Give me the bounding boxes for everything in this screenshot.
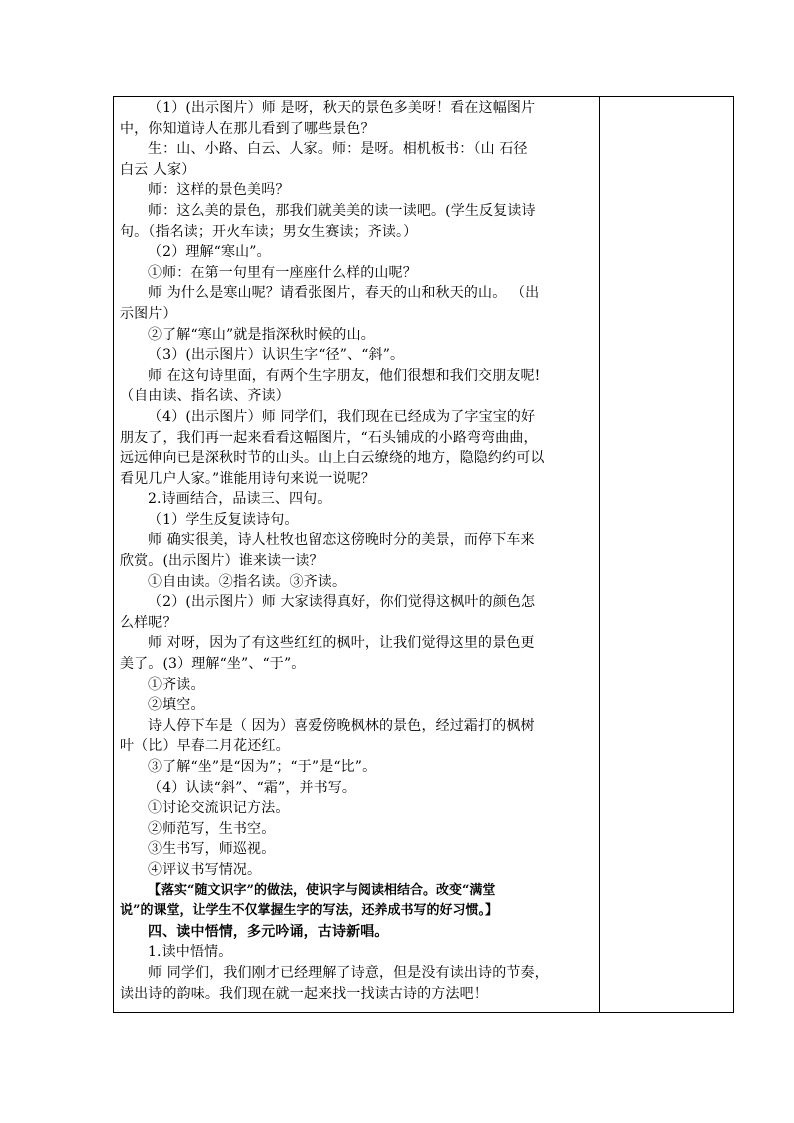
text-line: 师 在这句诗里面，有两个生字朋友，他们很想和我们交朋友呢!: [148, 367, 541, 384]
text-line: ①讨论交流识记方法。: [148, 800, 290, 817]
text-line: 读出诗的韵味。我们现在就一起来找一找读古诗的方法吧！: [120, 985, 488, 1002]
text-line: 师：这么美的景色，那我们就美美的读一读吧。(学生反复读诗: [148, 202, 536, 219]
text-line: 示图片）: [120, 305, 177, 322]
text-line: 1.读中悟情。: [148, 944, 233, 961]
text-line: ①齐读。: [148, 676, 205, 693]
text-line: ②师范写，生书空。: [148, 820, 276, 837]
text-line: 看见几户人家。”谁能用诗句来说一说呢？: [120, 470, 376, 487]
text-line: 远远伸向已是深秋时节的山头。山上白云缭绕的地方，隐隐约约可以: [120, 450, 545, 467]
text-line: （自由读、指名读、齐读）: [120, 388, 290, 405]
text-line: 2.诗画结合，品读三、四句。: [148, 491, 332, 508]
section-heading: 四、读中悟情，多元吟诵，古诗新唱。: [148, 923, 389, 940]
text-line: 叶（比）早春二月花还红。: [120, 738, 290, 755]
annotation-line: 【落实“随文识字”的做法，使识字与阅读相结合。改变“满堂: [148, 882, 496, 898]
text-line: 师：这样的景色美吗？: [148, 182, 290, 199]
notes-cell: [600, 97, 733, 1012]
text-line: 么样呢？: [120, 614, 177, 631]
text-line: 美了。(3）理解“坐”、“于”。: [120, 656, 306, 673]
text-line: （4）认读“斜”、“霜”，并书写。: [148, 779, 357, 796]
lesson-content-cell: [120, 98, 594, 1004]
text-line: 句。（指名读；开火车读；男女生赛读；齐读。）: [120, 223, 418, 240]
text-line: 白云 人家）: [120, 161, 196, 178]
text-line: 诗人停下车是（ 因为）喜爱傍晚枫林的景色，经过霜打的枫树: [148, 717, 535, 734]
text-line: 中，你知道诗人在那儿看到了哪些景色？: [120, 120, 375, 137]
text-line: （3）(出示图片）认识生字“径”、“斜”。: [148, 347, 405, 364]
text-line: （1）(出示图片）师 是呀，秋天的景色多美呀！看在这幅图片: [148, 100, 536, 116]
text-line: 师 对呀，因为了有这些红红的枫叶，让我们觉得这里的景色更: [148, 635, 535, 652]
text-line: ①师：在第一句里有一座座什么样的山呢？: [148, 264, 417, 281]
text-line: （2）(出示图片）师 大家读得真好，你们觉得这枫叶的颜色怎: [148, 594, 536, 611]
text-line: 师 同学们，我们刚才已经理解了诗意，但是没有读出诗的节奏，: [148, 964, 549, 981]
text-line: ②了解“寒山”就是指深秋时候的山。: [148, 326, 375, 343]
text-line: （2）理解“寒山”。: [148, 244, 271, 261]
text-line: ③生书写，师巡视。: [148, 841, 276, 858]
text-line: （1）学生反复读诗句。: [148, 511, 299, 528]
text-line: 师 确实很美，诗人杜牧也留恋这傍晚时分的美景，而停下车来: [148, 532, 535, 549]
text-line: ④评议书写情况。: [148, 861, 262, 878]
text-line: 师 为什么是寒山呢？请看张图片，春天的山和秋天的山。 （出: [148, 285, 540, 302]
lesson-table: [113, 96, 734, 1013]
text-line: （4）(出示图片）师 同学们，我们现在已经成为了字宝宝的好: [148, 408, 536, 425]
text-line: 朋友了，我们再一起来看看这幅图片，“石头铺成的小路弯弯曲曲，: [120, 429, 538, 446]
text-line: ③了解“坐”是“因为”；“于”是“比”。: [148, 759, 377, 775]
text-line: ①自由读。②指名读。③齐读。: [148, 573, 347, 590]
text-line: 生：山、小路、白云、人家。师：是呀。相机板书：（山 石径: [148, 141, 528, 158]
annotation-line: 说”的课堂，让学生不仅掌握生字的写法，还养成书写的好习惯。】: [120, 903, 498, 919]
text-line: ②填空。: [148, 697, 205, 714]
text-line: 欣赏。(出示图片）谁来读一读？: [120, 553, 324, 570]
